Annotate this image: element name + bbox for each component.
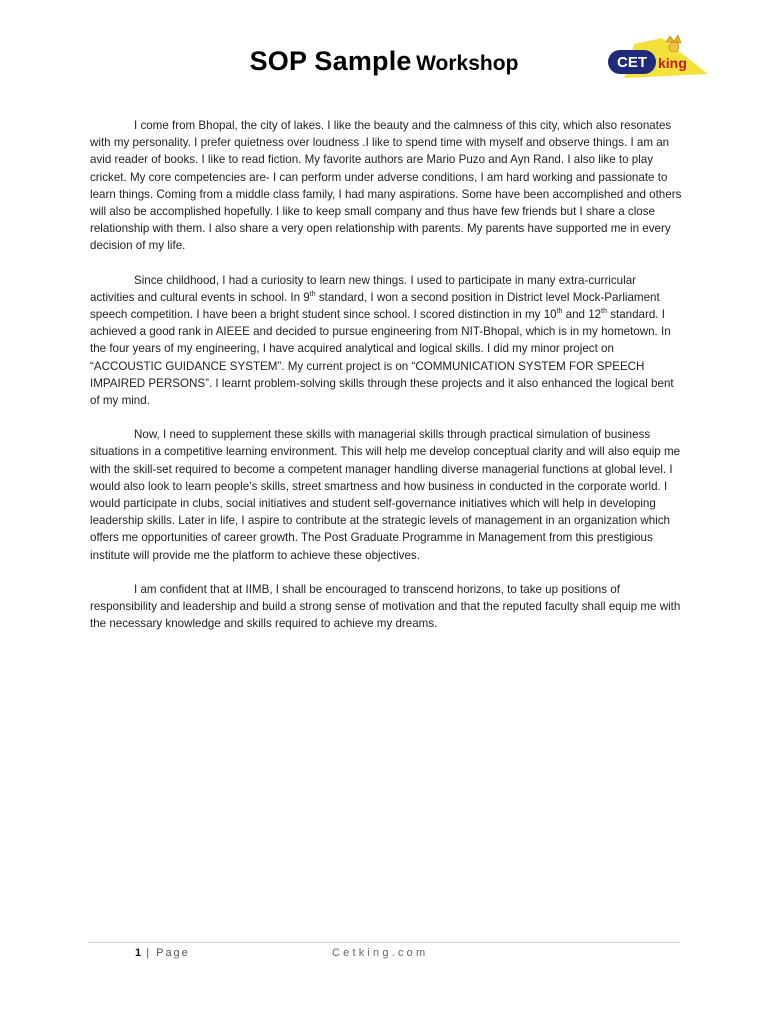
paragraph-3: Now, I need to supplement these skills with managerial skills through practical simulation of business situations in a competitive learning environment. This will help me develop conceptual clarity and will also equip me with the skill-set required to become a competent manager handling diverse managerial functions at global level. I would also look to learn people’s skills, street smartness and how business in conducted in the corporate world. I would participate in clubs, social initiatives and student self-governance initiatives which will help in developing leadership skills. Later in life, I aspire to contribute at the strategic levels of management in an organization which offers me opportunities of career growth. The Post Graduate Programme in Management from this prestigious institute will provide me the platform to achieve these objectives.	[90, 428, 681, 562]
cetking-logo	[604, 34, 708, 80]
sop-body	[90, 117, 682, 649]
p2-part-c: and 12	[562, 308, 602, 322]
title-main: SOP Sample	[249, 46, 412, 76]
p2-part-b: standard, I won a second position in District level Mock-Parliament speech competition. I have been a bright student since school. I scored distinction in my 10	[90, 290, 660, 322]
paragraph-1: I come from Bhopal, the city of lakes. I like the beauty and the calmness of this city, which also resonates with my personality. I prefer quietness over loudness .I like to spend time with myself and observe things. I am an avid reader of books. I like to read fiction. My favorite authors are Mario Puzo and Ayn Rand. I also like to play cricket. My core competencies are- I can perform under adverse conditions, I am hard working and passionate to learn things. Coming from a middle class family, I had many aspirations. Some have been accomplished and others will also be accomplished hopefully. I like to keep small company and thus have few friends but I share a close relationship with them. I also share a very open relationship with parents. My parents have supported me in every decision of my life.	[90, 119, 682, 253]
p2-sup-1: th	[309, 290, 316, 298]
title-sub: Workshop	[416, 52, 519, 75]
p2-part-d: standard. I achieved a good rank in AIEEE and decided to pursue engineering from NIT-Bhopal, which is in my hometown. In the four years of my engineering, I have acquired analytical and logical skills. I did my minor project on “ACCOUSTIC GUIDANCE SYSTEM”. My current project is on “COMMUNICATION SYSTEM FOR SPEECH IMPAIRED PERSONS”. I learnt problem-solving skills through these projects and it also enhanced the logical bent of my mind.	[90, 308, 674, 408]
page-label: | Page	[146, 947, 190, 959]
footer-divider	[88, 942, 680, 943]
paragraph-2	[90, 272, 682, 410]
p2-sup-2: th	[556, 308, 563, 316]
logo-text-king: king	[658, 55, 687, 71]
footer-page-number	[135, 947, 190, 959]
page-number: 1	[135, 947, 142, 959]
p2-part-a: Since childhood, I had a curiosity to learn new things. I used to participate in many extra-curricular activities and cultural events in school. In 9	[90, 273, 637, 304]
paragraph-4: I am confident that at IIMB, I shall be encouraged to transcend horizons, to take up positions of responsibility and leadership and build a strong sense of motivation and that the reputed faculty shall equip me with the necessary knowledge and skills required to achieve my dreams.	[90, 582, 681, 631]
footer-site: Cetking.com	[332, 947, 429, 959]
p2-sup-3: th	[601, 308, 607, 316]
logo-text-cet: CET	[617, 54, 647, 71]
